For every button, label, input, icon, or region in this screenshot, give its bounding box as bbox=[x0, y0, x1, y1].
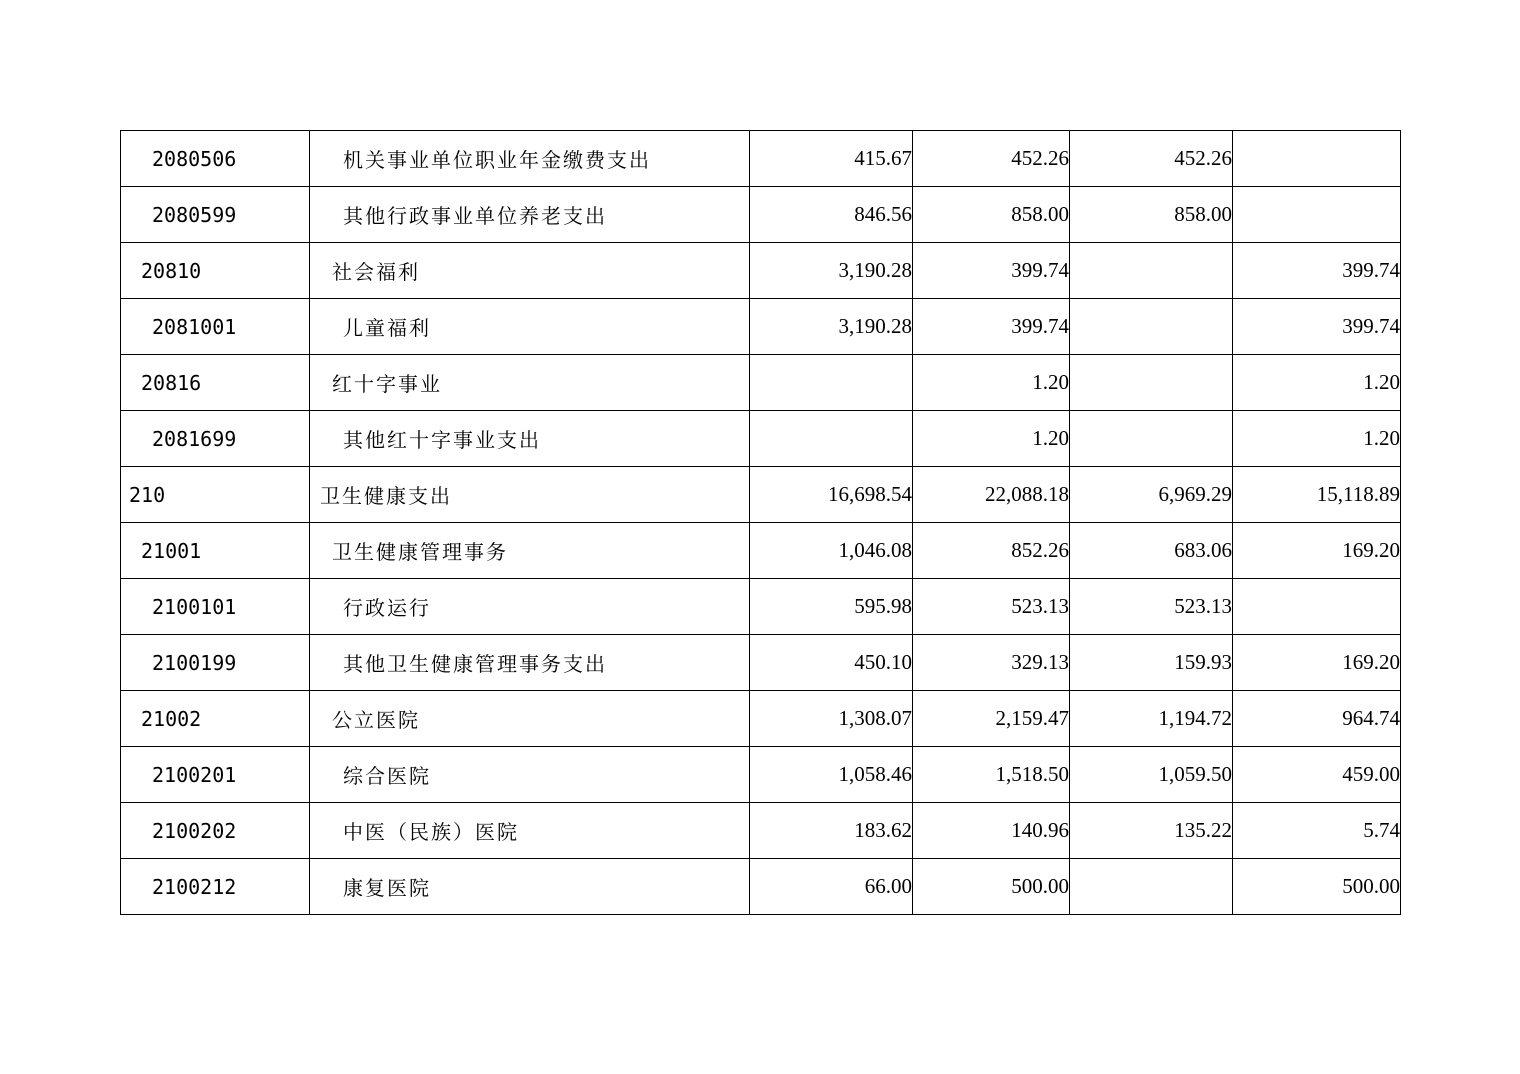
subject-code-cell: 2100101 bbox=[121, 579, 310, 635]
value-cell-col4: 500.00 bbox=[1233, 859, 1401, 915]
table-row bbox=[121, 803, 1401, 859]
value-cell-col1 bbox=[750, 355, 913, 411]
subject-name-cell: 社会福利 bbox=[310, 243, 750, 299]
subject-name-cell: 康复医院 bbox=[310, 859, 750, 915]
value-cell-col2: 852.26 bbox=[913, 523, 1070, 579]
value-cell-col4: 399.74 bbox=[1233, 243, 1401, 299]
value-cell-col4 bbox=[1233, 187, 1401, 243]
value-cell-col1: 1,308.07 bbox=[750, 691, 913, 747]
value-cell-col3: 1,194.72 bbox=[1070, 691, 1233, 747]
subject-name-cell: 中医（民族）医院 bbox=[310, 803, 750, 859]
value-cell-col2: 22,088.18 bbox=[913, 467, 1070, 523]
subject-code-cell: 2081699 bbox=[121, 411, 310, 467]
table-row bbox=[121, 635, 1401, 691]
budget-table bbox=[120, 130, 1401, 915]
value-cell-col3: 452.26 bbox=[1070, 131, 1233, 187]
value-cell-col3: 1,059.50 bbox=[1070, 747, 1233, 803]
value-cell-col2: 140.96 bbox=[913, 803, 1070, 859]
subject-name-cell: 卫生健康支出 bbox=[310, 467, 750, 523]
subject-name-cell: 其他红十字事业支出 bbox=[310, 411, 750, 467]
table-row bbox=[121, 411, 1401, 467]
value-cell-col2: 2,159.47 bbox=[913, 691, 1070, 747]
table-row bbox=[121, 691, 1401, 747]
value-cell-col3: 135.22 bbox=[1070, 803, 1233, 859]
subject-name-cell: 行政运行 bbox=[310, 579, 750, 635]
subject-code-cell: 20816 bbox=[121, 355, 310, 411]
subject-code-cell: 2080599 bbox=[121, 187, 310, 243]
value-cell-col4 bbox=[1233, 131, 1401, 187]
value-cell-col3: 523.13 bbox=[1070, 579, 1233, 635]
subject-name-cell: 机关事业单位职业年金缴费支出 bbox=[310, 131, 750, 187]
subject-code-cell: 20810 bbox=[121, 243, 310, 299]
value-cell-col2: 452.26 bbox=[913, 131, 1070, 187]
subject-code-cell: 2081001 bbox=[121, 299, 310, 355]
value-cell-col1: 66.00 bbox=[750, 859, 913, 915]
table-row bbox=[121, 579, 1401, 635]
value-cell-col1: 415.67 bbox=[750, 131, 913, 187]
subject-name-cell: 其他卫生健康管理事务支出 bbox=[310, 635, 750, 691]
value-cell-col3 bbox=[1070, 243, 1233, 299]
value-cell-col2: 329.13 bbox=[913, 635, 1070, 691]
value-cell-col2: 523.13 bbox=[913, 579, 1070, 635]
value-cell-col4: 459.00 bbox=[1233, 747, 1401, 803]
subject-name-cell: 公立医院 bbox=[310, 691, 750, 747]
subject-code-cell: 2100202 bbox=[121, 803, 310, 859]
value-cell-col1: 3,190.28 bbox=[750, 243, 913, 299]
subject-name-cell: 红十字事业 bbox=[310, 355, 750, 411]
subject-name-cell: 儿童福利 bbox=[310, 299, 750, 355]
table-row bbox=[121, 299, 1401, 355]
value-cell-col4 bbox=[1233, 579, 1401, 635]
value-cell-col3 bbox=[1070, 355, 1233, 411]
value-cell-col1: 183.62 bbox=[750, 803, 913, 859]
budget-table-body bbox=[121, 131, 1401, 915]
value-cell-col3 bbox=[1070, 411, 1233, 467]
value-cell-col2: 399.74 bbox=[913, 299, 1070, 355]
table-row bbox=[121, 131, 1401, 187]
subject-code-cell: 21001 bbox=[121, 523, 310, 579]
value-cell-col3 bbox=[1070, 859, 1233, 915]
value-cell-col4: 169.20 bbox=[1233, 523, 1401, 579]
value-cell-col2: 399.74 bbox=[913, 243, 1070, 299]
value-cell-col4: 5.74 bbox=[1233, 803, 1401, 859]
table-row bbox=[121, 187, 1401, 243]
table-row bbox=[121, 747, 1401, 803]
value-cell-col1: 1,058.46 bbox=[750, 747, 913, 803]
table-row bbox=[121, 523, 1401, 579]
value-cell-col1: 846.56 bbox=[750, 187, 913, 243]
value-cell-col2: 500.00 bbox=[913, 859, 1070, 915]
value-cell-col2: 858.00 bbox=[913, 187, 1070, 243]
value-cell-col3: 683.06 bbox=[1070, 523, 1233, 579]
value-cell-col4: 399.74 bbox=[1233, 299, 1401, 355]
subject-name-cell: 卫生健康管理事务 bbox=[310, 523, 750, 579]
value-cell-col1: 16,698.54 bbox=[750, 467, 913, 523]
value-cell-col2: 1,518.50 bbox=[913, 747, 1070, 803]
subject-name-cell: 其他行政事业单位养老支出 bbox=[310, 187, 750, 243]
value-cell-col4: 1.20 bbox=[1233, 355, 1401, 411]
subject-code-cell: 2100199 bbox=[121, 635, 310, 691]
value-cell-col4: 15,118.89 bbox=[1233, 467, 1401, 523]
value-cell-col2: 1.20 bbox=[913, 411, 1070, 467]
value-cell-col1: 1,046.08 bbox=[750, 523, 913, 579]
value-cell-col1: 595.98 bbox=[750, 579, 913, 635]
value-cell-col3: 6,969.29 bbox=[1070, 467, 1233, 523]
value-cell-col4: 169.20 bbox=[1233, 635, 1401, 691]
value-cell-col1 bbox=[750, 411, 913, 467]
value-cell-col1: 450.10 bbox=[750, 635, 913, 691]
value-cell-col4: 1.20 bbox=[1233, 411, 1401, 467]
value-cell-col3 bbox=[1070, 299, 1233, 355]
subject-code-cell: 2100212 bbox=[121, 859, 310, 915]
value-cell-col2: 1.20 bbox=[913, 355, 1070, 411]
value-cell-col1: 3,190.28 bbox=[750, 299, 913, 355]
subject-code-cell: 21002 bbox=[121, 691, 310, 747]
value-cell-col3: 159.93 bbox=[1070, 635, 1233, 691]
table-row bbox=[121, 467, 1401, 523]
subject-code-cell: 2100201 bbox=[121, 747, 310, 803]
table-row bbox=[121, 243, 1401, 299]
value-cell-col4: 964.74 bbox=[1233, 691, 1401, 747]
subject-code-cell: 2080506 bbox=[121, 131, 310, 187]
table-row bbox=[121, 355, 1401, 411]
subject-name-cell: 综合医院 bbox=[310, 747, 750, 803]
value-cell-col3: 858.00 bbox=[1070, 187, 1233, 243]
table-row bbox=[121, 859, 1401, 915]
subject-code-cell: 210 bbox=[121, 467, 310, 523]
